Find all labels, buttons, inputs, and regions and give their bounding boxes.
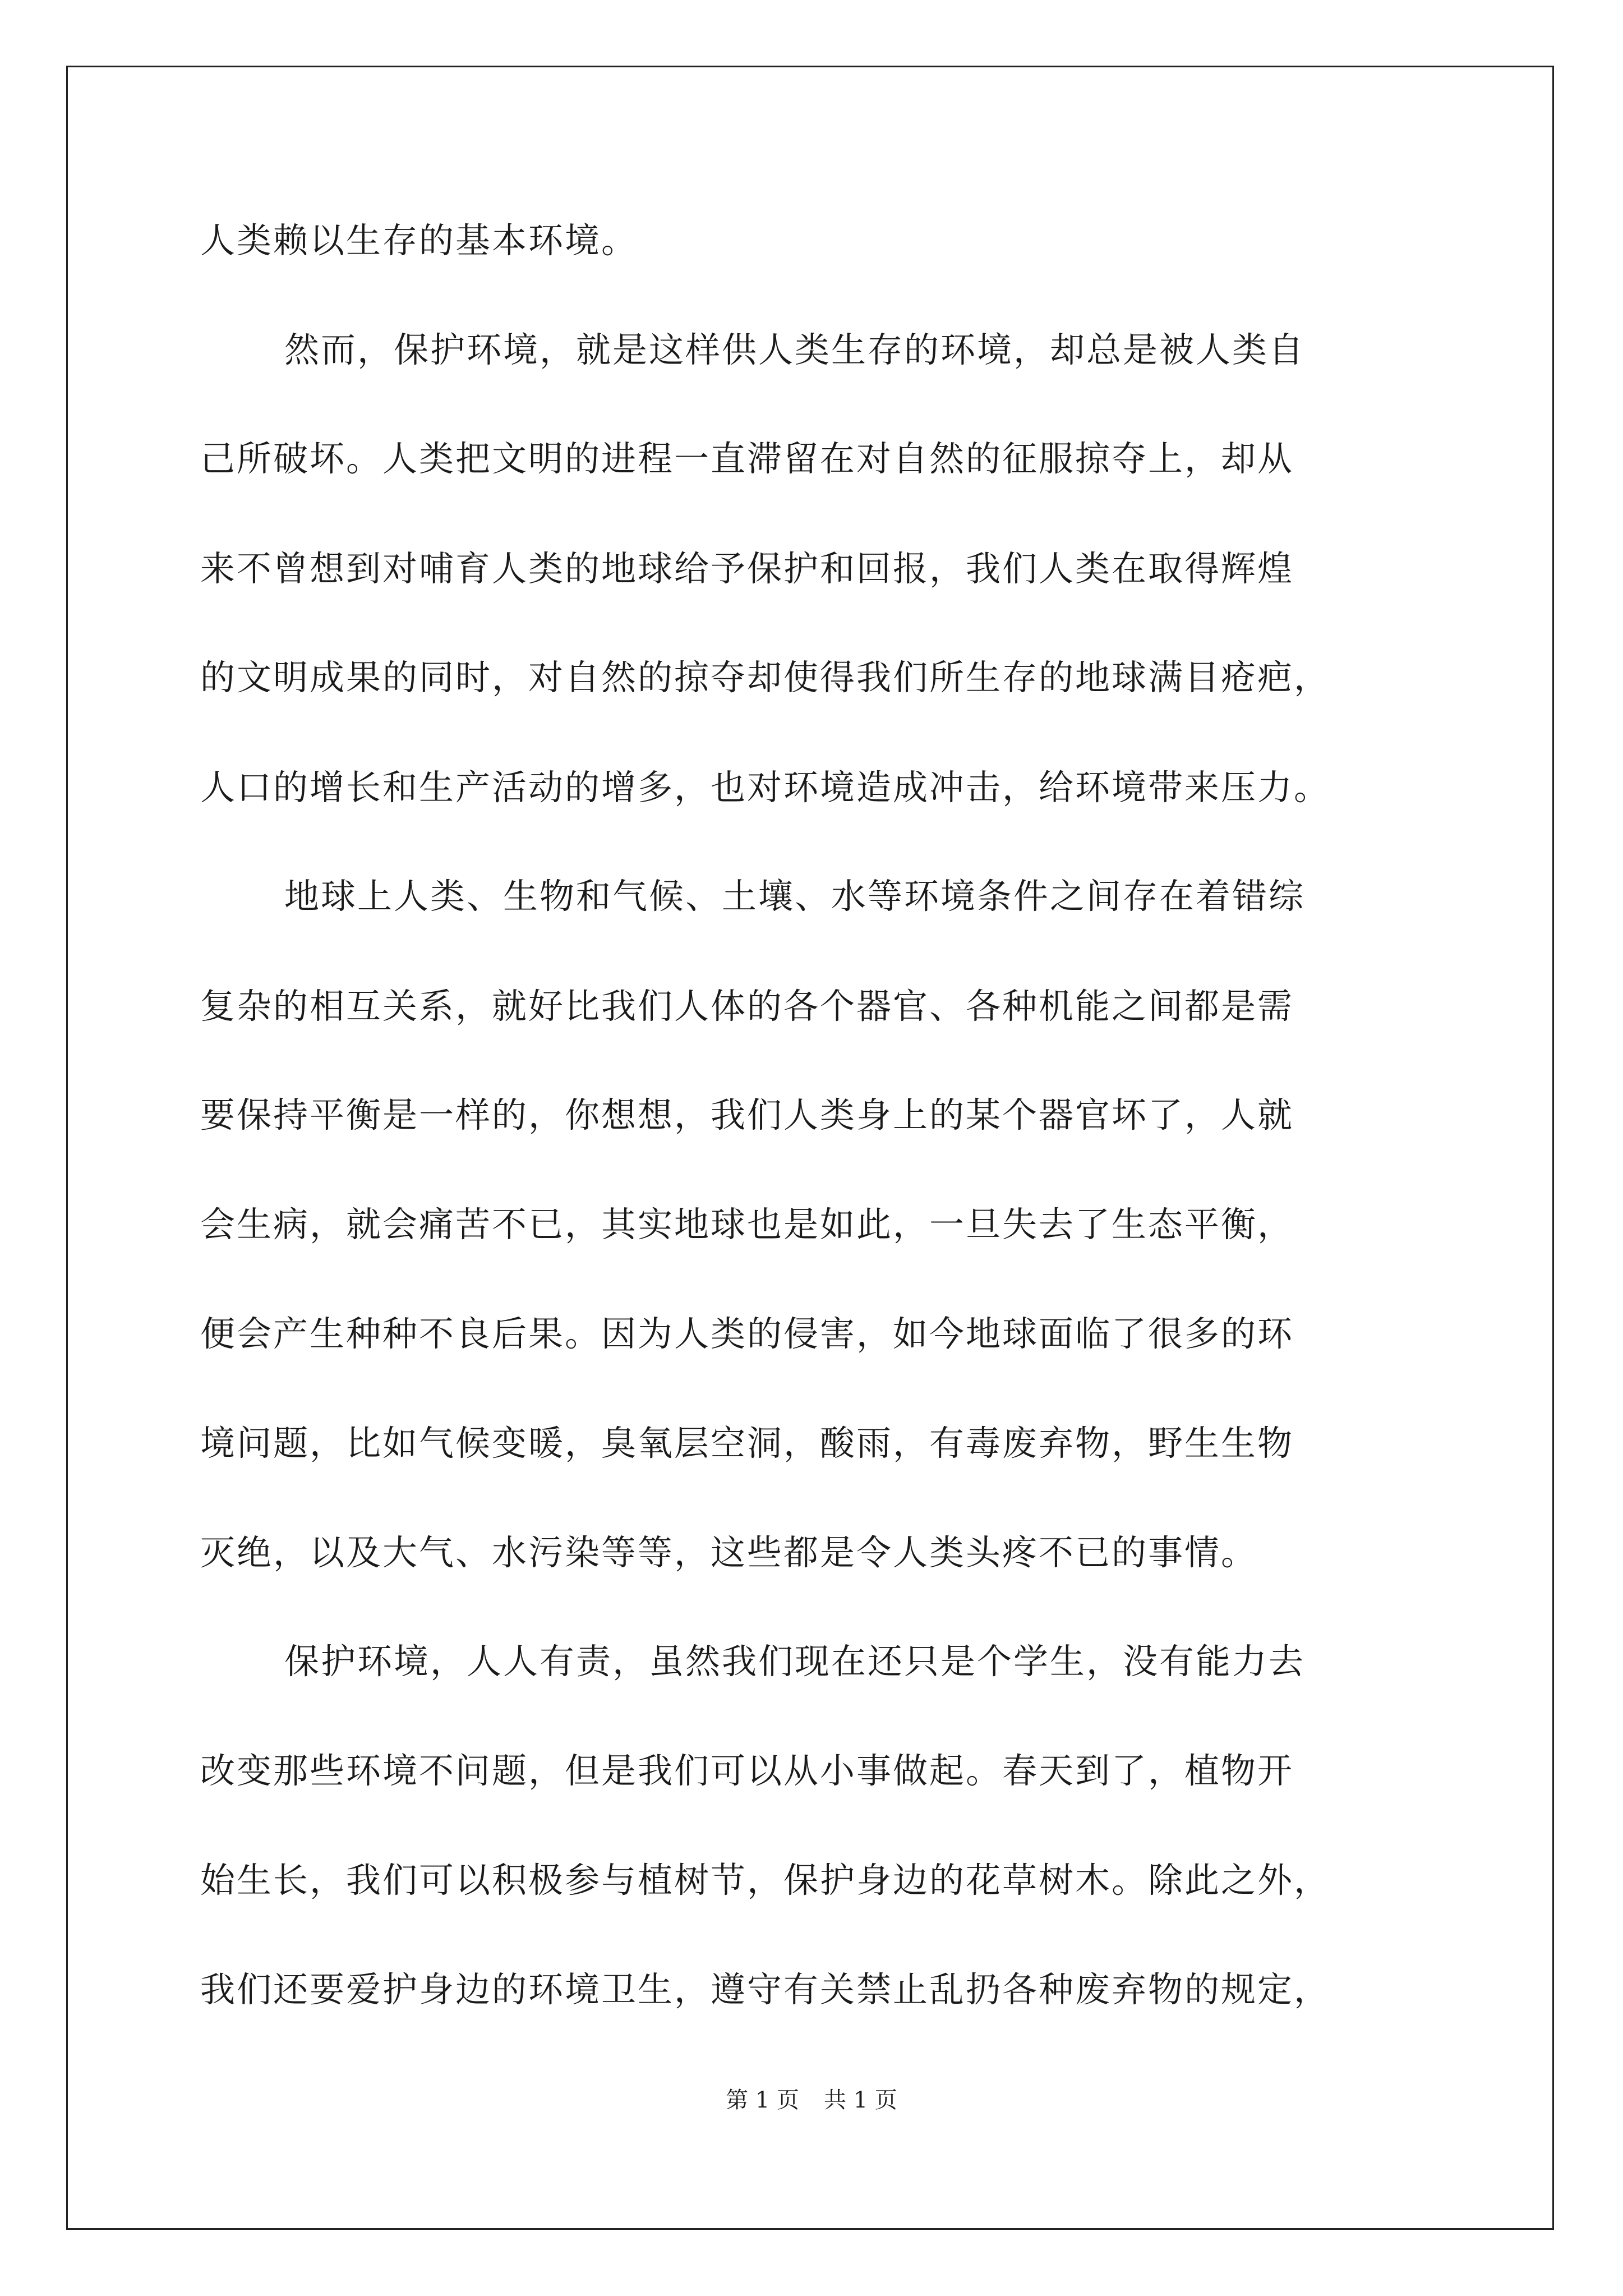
body-text-line: 的文明成果的同时，对自然的掠夺却使得我们所生存的地球满目疮疤， bbox=[200, 657, 1331, 698]
body-text-line: 会生病，就会痛苦不已，其实地球也是如此，一旦失去了生态平衡， bbox=[200, 1204, 1294, 1245]
body-text-line: 境问题，比如气候变暖，臭氧层空洞，酸雨，有毒废弃物，野生生物 bbox=[200, 1423, 1294, 1464]
body-text-line: 地球上人类、生物和气候、土壤、水等环境条件之间存在着错综 bbox=[284, 876, 1306, 917]
body-text-line: 人类赖以生存的基本环境。 bbox=[200, 220, 638, 261]
page-border bbox=[66, 66, 1554, 2230]
page-footer bbox=[0, 2086, 1623, 2115]
body-text-line: 改变那些环境不问题，但是我们可以从小事做起。春天到了，植物开 bbox=[200, 1750, 1294, 1791]
page-number: 第 1 页 bbox=[726, 2087, 799, 2113]
body-text-line: 始生长，我们可以积极参与植树节，保护身边的花草树木。除此之外， bbox=[200, 1860, 1331, 1901]
body-text-line: 灭绝，以及大气、水污染等等，这些都是令人类头疼不已的事情。 bbox=[200, 1532, 1258, 1573]
body-text-line: 我们还要爱护身边的环境卫生，遵守有关禁止乱扔各种废弃物的规定， bbox=[200, 1969, 1331, 2010]
body-text-line: 人口的增长和生产活动的增多，也对环境造成冲击，给环境带来压力。 bbox=[200, 767, 1331, 808]
body-text-line: 要保持平衡是一样的，你想想，我们人类身上的某个器官坏了，人就 bbox=[200, 1094, 1294, 1135]
body-text-line: 己所破坏。人类把文明的进程一直滞留在对自然的征服掠夺上，却从 bbox=[200, 438, 1294, 479]
body-text-line: 然而，保护环境，就是这样供人类生存的环境，却总是被人类自 bbox=[284, 329, 1306, 370]
body-text-line: 便会产生种种不良后果。因为人类的侵害，如今地球面临了很多的环 bbox=[200, 1313, 1294, 1354]
body-text-line: 来不曾想到对哺育人类的地球给予保护和回报，我们人类在取得辉煌 bbox=[200, 548, 1294, 589]
body-text-line: 保护环境，人人有责，虽然我们现在还只是个学生，没有能力去 bbox=[284, 1641, 1306, 1682]
page-total: 共 1 页 bbox=[824, 2087, 897, 2113]
body-text-line: 复杂的相互关系，就好比我们人体的各个器官、各种机能之间都是需 bbox=[200, 986, 1294, 1027]
